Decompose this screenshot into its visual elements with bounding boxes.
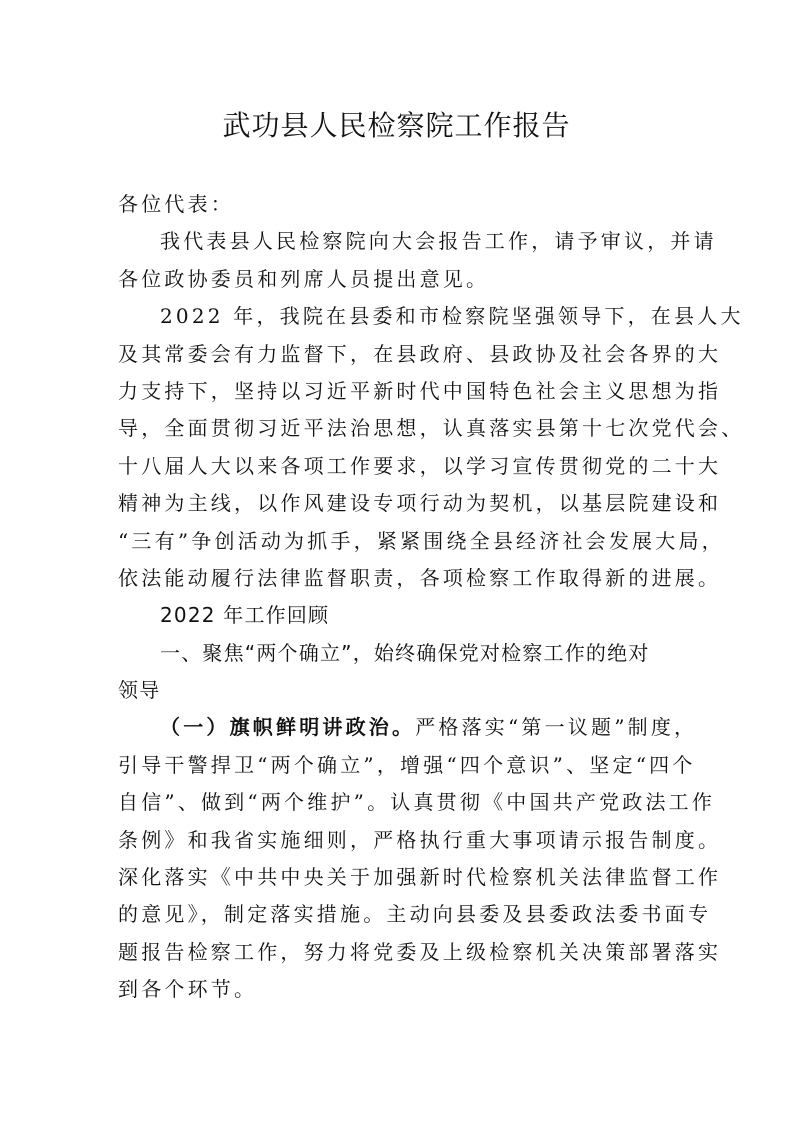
paragraph-line: 各位政协委员和列席人员提出意见。 — [118, 266, 490, 291]
paragraph-line: 2022 年，我院在县委和市检察院坚强领导下，在县人大 — [160, 304, 744, 329]
paragraph-line: 我代表县人民检察院向大会报告工作，请予审议，并请 — [160, 229, 717, 254]
item-line: 引导干警捍卫“两个确立”，增强“四个意识”、坚定“四个 — [118, 752, 696, 777]
item-line: 题报告检察工作，努力将党委及上级检察机关决策部署落实 — [118, 939, 722, 964]
document-title: 武功县人民检察院工作报告 — [222, 109, 571, 142]
paragraph-summary — [118, 298, 745, 597]
paragraph-line: 及其常委会有力监督下，在县政府、县政协及社会各界的大 — [118, 341, 722, 366]
subsection-heading-line: 领导 — [118, 678, 161, 703]
paragraph-line: 力支持下，坚持以习近平新时代中国特色社会主义思想为指 — [118, 378, 722, 403]
section-heading: 2022 年工作回顾 — [160, 603, 330, 628]
item-line: 的意见》，制定落实措施。主动向县委及县委政法委书面专 — [118, 902, 712, 927]
paragraph-line: 精神为主线，以作风建设专项行动为契机，以基层院建设和 — [118, 491, 722, 516]
paragraph-line: 导，全面贯彻习近平法治思想，认真落实县第十七次党代会、 — [118, 416, 745, 441]
document-body — [118, 186, 745, 1009]
item-text: 严格落实“第一议题”制度， — [415, 715, 698, 740]
paragraph-intro — [118, 223, 717, 298]
item-line: 到各个环节。 — [118, 977, 258, 1002]
item-line: 深化落实《中共中央关于加强新时代检察机关法律监督工作 — [118, 865, 722, 890]
item-1 — [118, 709, 722, 1008]
subsection-heading — [118, 635, 678, 710]
salutation: 各位代表： — [118, 192, 234, 216]
item-first-line — [118, 709, 698, 746]
item-line: 条例》和我省实施细则，严格执行重大事项请示报告制度。 — [118, 827, 722, 852]
item-label: （一）旗帜鲜明讲政治。 — [160, 715, 416, 740]
paragraph-line: 十八届人大以来各项工作要求，以学习宣传贯彻党的二十大 — [118, 453, 722, 478]
item-line: 自信”、做到“两个维护”。认真贯彻《中国共产党政法工作 — [118, 790, 716, 815]
subsection-heading-line: 一、聚焦“两个确立”，始终确保党对检察工作的绝对 — [160, 640, 650, 665]
paragraph-line: 依法能动履行法律监督职责，各项检察工作取得新的进展。 — [118, 565, 722, 590]
paragraph-line: “三有”争创活动为抓手，紧紧围绕全县经济社会发展大局， — [118, 528, 725, 553]
